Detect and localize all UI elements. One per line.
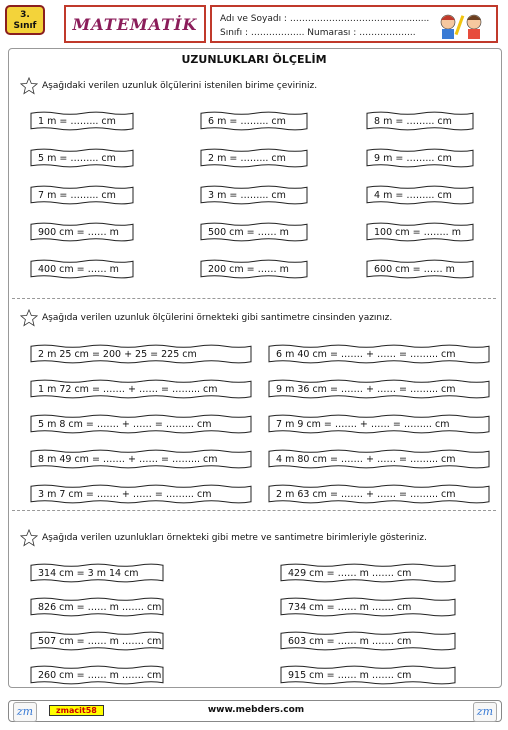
cm-sum-box-4[interactable] — [268, 378, 490, 400]
subject-title: MATEMATİK — [72, 14, 198, 34]
answer-text: 1 m = ……... cm — [38, 115, 116, 127]
grade-label: Sınıf — [13, 21, 37, 31]
cm-sum-box-9[interactable] — [30, 483, 252, 505]
m-cm-box-6[interactable] — [280, 630, 456, 652]
children-illustration-icon — [434, 11, 490, 39]
m-cm-box-5[interactable] — [30, 630, 164, 652]
answer-text: 734 cm = …… m ……. cm — [288, 601, 412, 613]
cm-sum-box-7[interactable] — [30, 448, 252, 470]
answer-text: 5 m 8 cm = ……. + …… = ……... cm — [38, 418, 212, 430]
answer-text: 3 m = ……... cm — [208, 189, 286, 201]
answer-text: 260 cm = …… m ……. cm — [38, 669, 162, 681]
conversion-box-4[interactable] — [30, 147, 134, 169]
answer-text: 1 m 72 cm = ……. + …… = ……... cm — [38, 383, 218, 395]
section3-instruction: Aşağıda verilen uzunlukları örnekteki gibi metre ve santimetre birimleriyle gösteriniz. — [42, 533, 427, 543]
worksheet-frame — [8, 48, 502, 688]
answer-text: 826 cm = …… m ……. cm — [38, 601, 162, 613]
cm-sum-box-10[interactable] — [268, 483, 490, 505]
conversion-box-15[interactable] — [366, 258, 474, 280]
section-divider-2 — [12, 510, 496, 511]
answer-text: 600 cm = …… m — [374, 263, 455, 275]
answer-text: 900 cm = …… m — [38, 226, 119, 238]
conversion-box-6[interactable] — [366, 147, 474, 169]
conversion-box-11[interactable] — [200, 221, 308, 243]
conversion-box-8[interactable] — [200, 184, 308, 206]
conversion-box-12[interactable] — [366, 221, 474, 243]
grade-badge — [5, 5, 45, 35]
answer-text: 8 m 49 cm = ……. + …… = ……... cm — [38, 453, 218, 465]
answer-text: 915 cm = …… m ……. cm — [288, 669, 412, 681]
section2-instruction: Aşağıda verilen uzunluk ölçülerini örnekteki gibi santimetre cinsinden yazınız. — [42, 313, 393, 323]
m-cm-box-2[interactable] — [280, 562, 456, 584]
section2-instruction-row — [20, 309, 392, 327]
answer-text: 6 m 40 cm = ……. + …… = ……... cm — [276, 348, 456, 360]
m-cm-box-7[interactable] — [30, 664, 164, 686]
answer-text: 9 m 36 cm = ……. + …… = ……... cm — [276, 383, 456, 395]
zm-logo-right: zm — [473, 702, 497, 722]
m-cm-box-8[interactable] — [280, 664, 456, 686]
answer-text: 7 m 9 cm = ……. + …… = ……... cm — [276, 418, 450, 430]
cm-sum-box-5[interactable] — [30, 413, 252, 435]
star-icon — [20, 529, 38, 547]
section1-instruction-row — [20, 77, 317, 95]
m-cm-box-4[interactable] — [280, 596, 456, 618]
answer-text: 5 m = ……... cm — [38, 152, 116, 164]
section-divider-1 — [12, 298, 496, 299]
answer-text: 4 m = ……... cm — [374, 189, 452, 201]
zm-logo-left: zm — [13, 702, 37, 722]
cm-sum-box-1[interactable] — [30, 343, 252, 365]
conversion-box-7[interactable] — [30, 184, 134, 206]
cm-sum-box-6[interactable] — [268, 413, 490, 435]
section3-instruction-row — [20, 529, 427, 547]
answer-text: 9 m = ……... cm — [374, 152, 452, 164]
answer-text: 2 m 63 cm = ……. + …… = ……... cm — [276, 488, 456, 500]
m-cm-box-1[interactable] — [30, 562, 164, 584]
answer-text: 603 cm = …… m ……. cm — [288, 635, 412, 647]
worksheet-heading: UZUNLUKLARI ÖLÇELİM — [181, 53, 327, 66]
answer-text: 200 cm = …… m — [208, 263, 289, 275]
conversion-box-14[interactable] — [200, 258, 308, 280]
answer-text: 3 m 7 cm = ……. + …… = ……... cm — [38, 488, 212, 500]
m-cm-box-3[interactable] — [30, 596, 164, 618]
website-link[interactable]: www.mebders.com — [207, 705, 305, 715]
answer-text: 100 cm = …….. m — [374, 226, 461, 238]
class-line: Sınıfı : ……………... Numarası : …………….... — [220, 28, 416, 38]
cm-sum-box-3[interactable] — [30, 378, 252, 400]
star-icon — [20, 309, 38, 327]
conversion-box-10[interactable] — [30, 221, 134, 243]
answer-text: 6 m = ……... cm — [208, 115, 286, 127]
author-tag: zmacit58 — [49, 705, 104, 716]
conversion-box-13[interactable] — [30, 258, 134, 280]
conversion-box-2[interactable] — [200, 110, 308, 132]
student-info-box — [210, 5, 498, 43]
answer-text: 4 m 80 cm = ……. + …… = ……... cm — [276, 453, 456, 465]
section1-instruction: Aşağıdaki verilen uzunluk ölçülerini istenilen birime çeviriniz. — [42, 81, 318, 91]
answer-text: 507 cm = …… m ……. cm — [38, 635, 162, 647]
grade-number: 3. — [20, 10, 30, 20]
cm-sum-box-2[interactable] — [268, 343, 490, 365]
answer-text: 7 m = ……... cm — [38, 189, 116, 201]
conversion-box-1[interactable] — [30, 110, 134, 132]
answer-text: 429 cm = …… m ……. cm — [288, 567, 412, 579]
cm-sum-box-8[interactable] — [268, 448, 490, 470]
conversion-box-5[interactable] — [200, 147, 308, 169]
footer-bar — [8, 700, 502, 722]
star-icon — [20, 77, 38, 95]
answer-text: 400 cm = …… m — [38, 263, 119, 275]
answer-text: 2 m = ……... cm — [208, 152, 286, 164]
answer-text: 500 cm = …… m — [208, 226, 289, 238]
answer-text: 314 cm = 3 m 14 cm — [38, 567, 139, 579]
answer-text: 8 m = ……... cm — [374, 115, 452, 127]
name-line: Adı ve Soyadı : ………………………………........... — [220, 14, 430, 24]
title-box — [64, 5, 206, 43]
conversion-box-9[interactable] — [366, 184, 474, 206]
answer-text: 2 m 25 cm = 200 + 25 = 225 cm — [38, 348, 197, 360]
conversion-box-3[interactable] — [366, 110, 474, 132]
